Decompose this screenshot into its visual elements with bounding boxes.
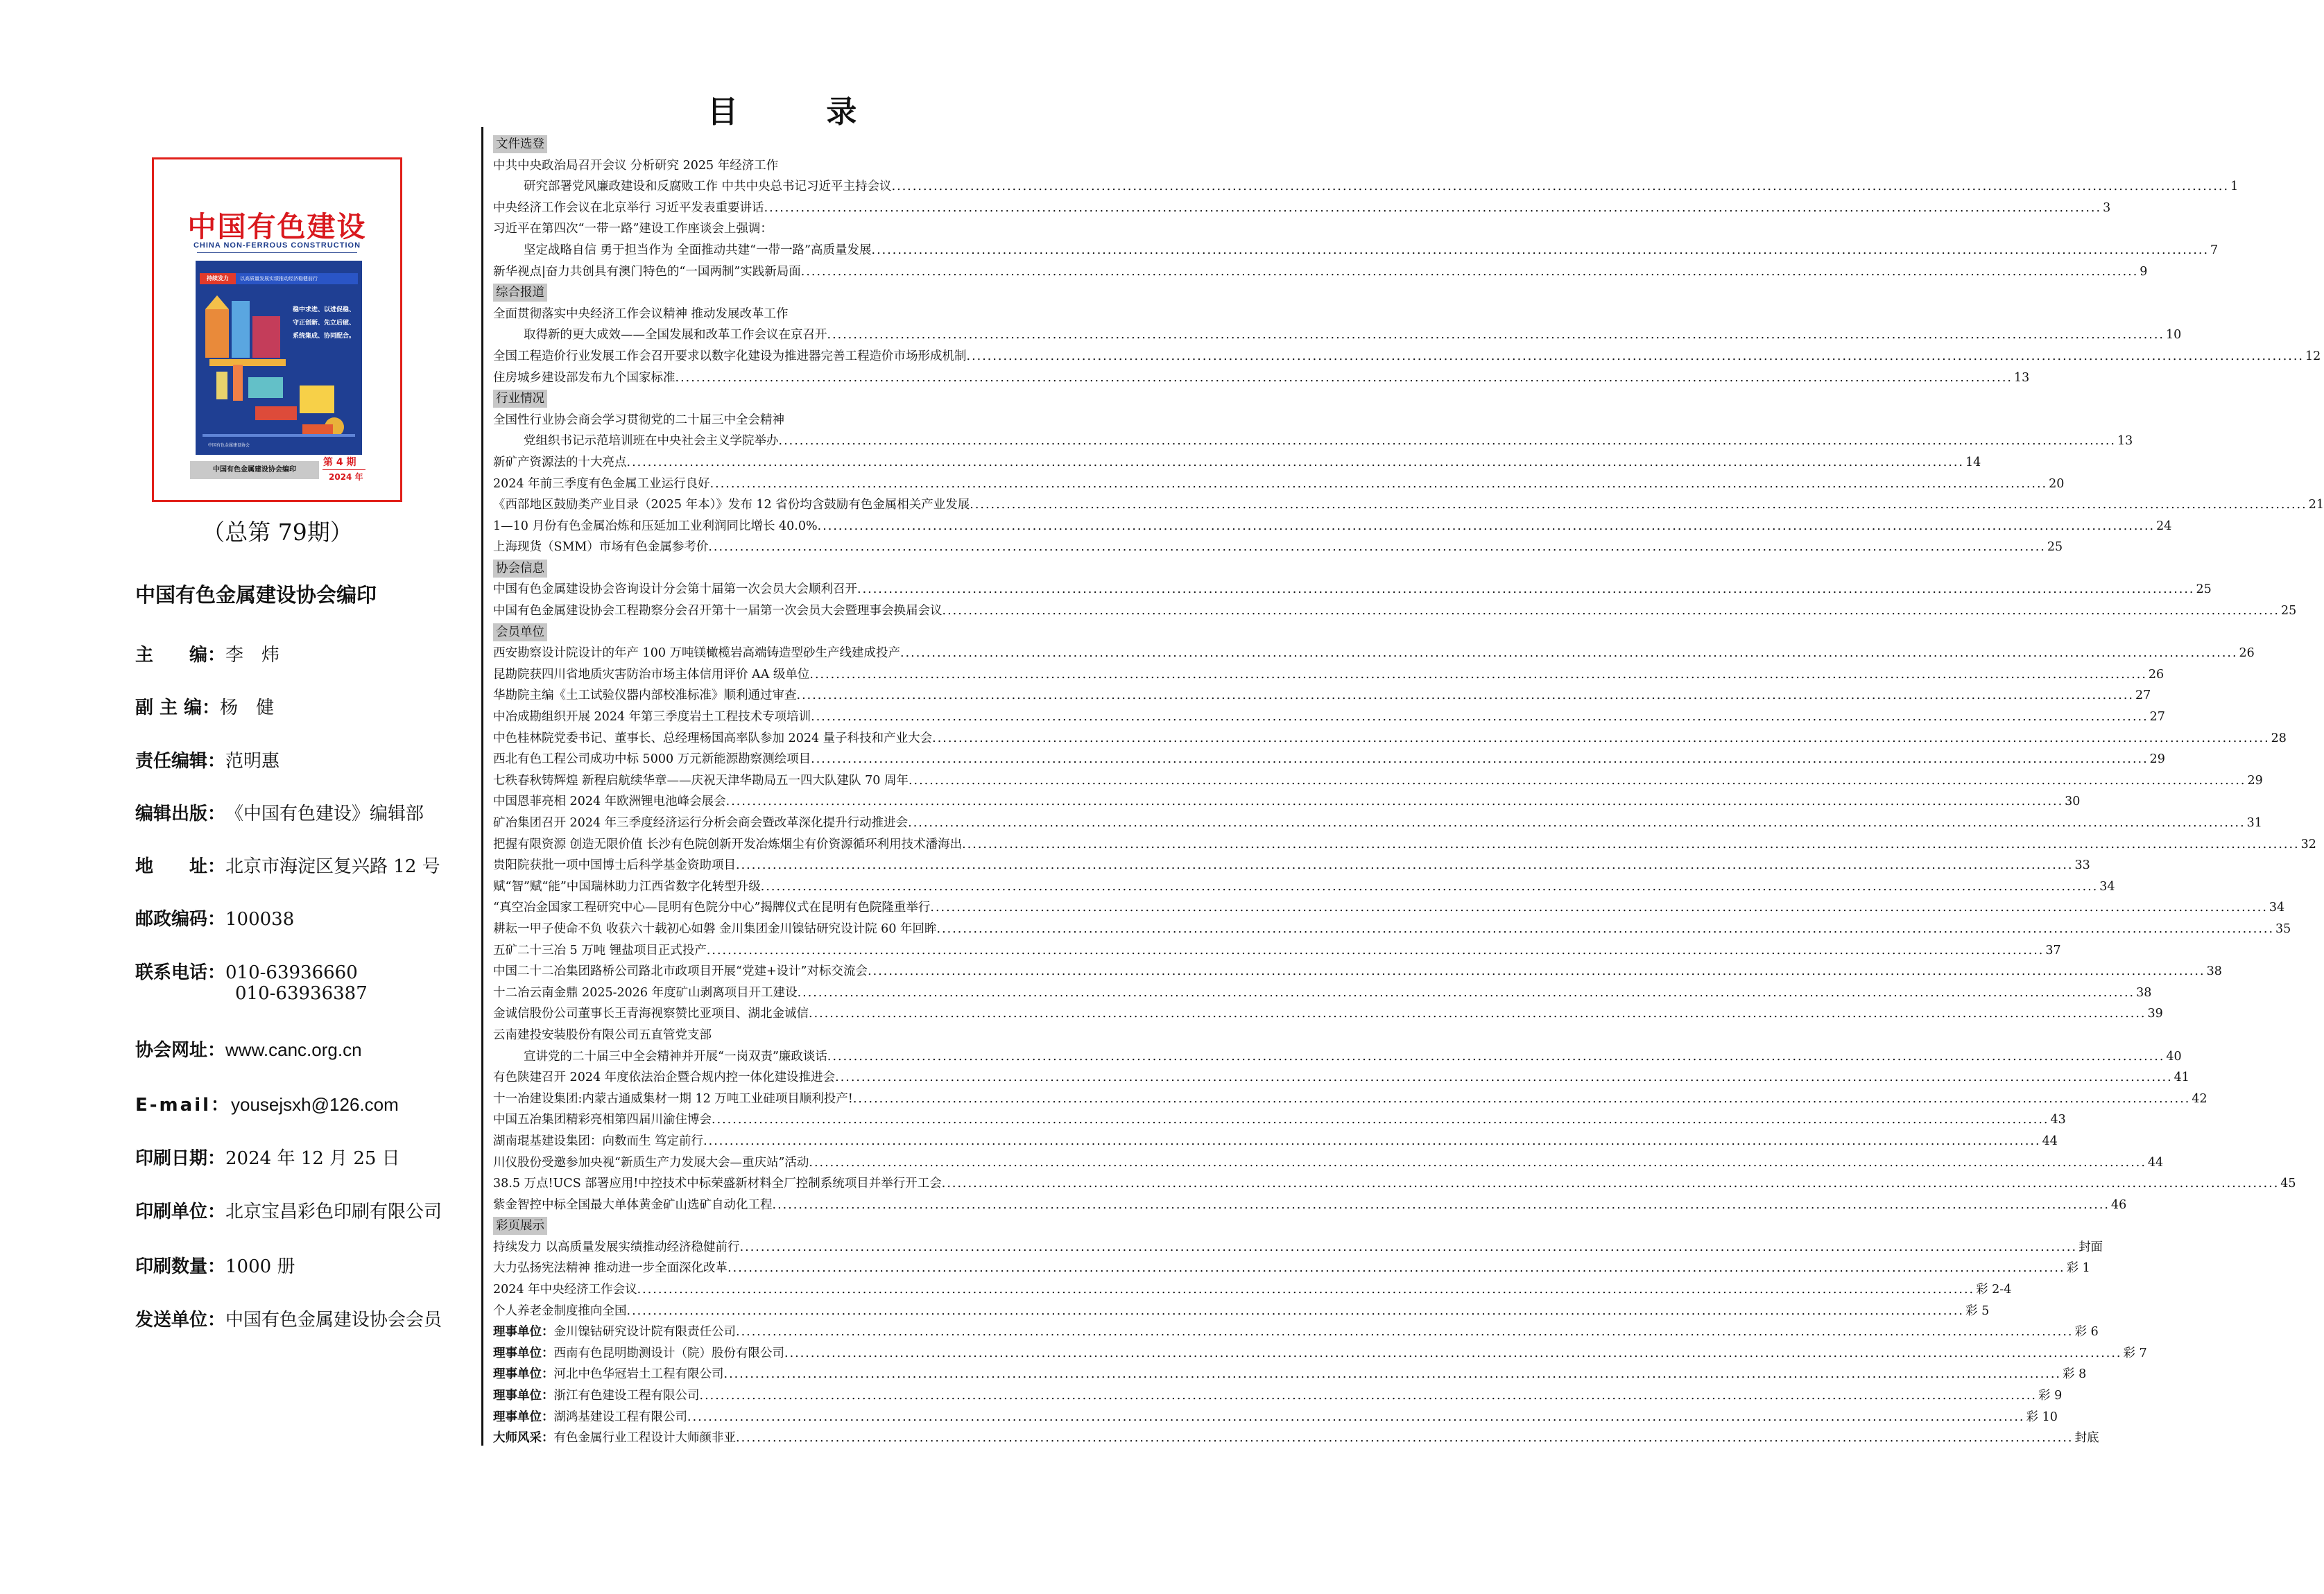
toc-page-number: 彩 2-4 xyxy=(1976,1283,2012,1297)
toc-entry xyxy=(493,1109,2066,1131)
toc-entry xyxy=(493,1067,2189,1089)
toc-section-header xyxy=(493,134,1058,155)
toc-entry-title: 宣讲党的二十届三中全会精神并开展“一岗双责”廉政谈话 xyxy=(524,1049,827,1064)
toc-entry xyxy=(493,1407,2058,1428)
toc-entry xyxy=(493,685,2151,707)
toc-entry xyxy=(493,218,1058,240)
dot-leader xyxy=(627,452,1965,474)
dot-leader xyxy=(728,1258,2065,1279)
cover-subtitle: CHINA NON-FERROUS CONSTRUCTION xyxy=(193,241,361,250)
dot-leader xyxy=(809,1152,2146,1174)
toc-entry xyxy=(493,1343,2147,1365)
info-print-run: 印刷数量：1000 册 xyxy=(135,1256,295,1277)
info-postcode: 邮政编码：100038 xyxy=(135,909,295,930)
dot-leader xyxy=(784,1343,2122,1365)
info-phone-2: 010-63936387 xyxy=(235,983,368,1004)
toc-page-number: 30 xyxy=(2065,795,2081,809)
toc-entry xyxy=(493,1173,2296,1195)
toc-entry xyxy=(493,707,2165,728)
cover-art-footer: 中国有色金属建设协会 xyxy=(208,443,250,448)
info-chief-editor: 主 编：李 炜 xyxy=(135,645,280,666)
toc-page-number: 彩 6 xyxy=(2074,1325,2099,1340)
toc-entry xyxy=(493,1195,2127,1216)
toc-entry-title: 赋“智”赋“能”中国瑞林助力江西省数字化转型升级 xyxy=(493,879,761,894)
toc-entry-title: 紫金智控中标全国最大单体黄金矿山选矿自动化工程 xyxy=(493,1197,773,1212)
toc-entry xyxy=(493,600,2297,622)
toc-entry-title: 个人养老金制度推向全国 xyxy=(493,1303,627,1318)
toc-entry-title: 持续发力 以高质量发展实绩推动经济稳健前行 xyxy=(493,1240,740,1254)
dot-leader xyxy=(868,961,2205,982)
toc-page-number: 9 xyxy=(2140,264,2148,279)
publisher-heading: 中国有色金属建设协会编印 xyxy=(135,583,377,607)
dot-leader xyxy=(700,1385,2038,1407)
toc-entry-title: 华勘院主编《土工试验仪器内部校准标准》顺利通过审查 xyxy=(493,688,797,703)
toc-entry xyxy=(493,516,2172,537)
dot-leader xyxy=(736,855,2074,876)
toc-entry-title: 中国五冶集团精彩亮相第四届川渝住博会 xyxy=(493,1113,712,1127)
toc-page-number: 彩 7 xyxy=(2123,1346,2147,1360)
toc-entry xyxy=(493,940,2061,962)
toc-page-number: 29 xyxy=(2247,773,2263,788)
toc-page-number: 33 xyxy=(2074,858,2090,873)
dot-leader xyxy=(930,897,2268,919)
dot-leader xyxy=(801,261,2139,283)
dot-leader xyxy=(809,1003,2146,1025)
toc-page-number: 25 xyxy=(2196,582,2212,597)
dot-leader xyxy=(835,1067,2173,1089)
dot-leader xyxy=(853,1089,2191,1110)
toc-page-number: 39 xyxy=(2147,1007,2163,1021)
dot-leader xyxy=(712,1109,2049,1131)
toc-entry-title: 河北中色华冠岩土工程有限公司 xyxy=(553,1367,724,1382)
dot-leader xyxy=(900,643,2238,664)
toc-page-number: 45 xyxy=(2280,1177,2296,1191)
toc-entry xyxy=(493,474,2065,495)
toc-page-number: 封面 xyxy=(2078,1240,2103,1254)
info-phone: 联系电话：010-63936660 xyxy=(135,962,358,983)
dot-leader xyxy=(970,494,2307,516)
toc-entry-label: 大师风采： xyxy=(493,1431,554,1446)
toc-entry-title: 湖南琨基建设集团：向数而生 笃定前行 xyxy=(493,1134,704,1148)
toc-entry-title: 大力弘扬宪法精神 推动进一步全面深化改革 xyxy=(493,1261,728,1276)
toc-entry-title: 川仪股份受邀参加央视“新质生产力发展大会—重庆站”活动 xyxy=(493,1155,809,1170)
toc-page-number: 46 xyxy=(2111,1197,2127,1212)
toc-entry-title: 中国有色金属建设协会工程勘察分会召开第十一届第一次会员大会暨理事会换届会议 xyxy=(493,604,942,618)
toc-entry xyxy=(493,1152,2164,1174)
dot-leader xyxy=(942,1173,2280,1195)
section-label: 文件选登 xyxy=(493,135,547,153)
dot-leader xyxy=(687,1407,2025,1428)
table-of-contents xyxy=(493,134,2324,1449)
dot-leader xyxy=(710,474,2048,495)
info-responsible-editor: 责任编辑：范明惠 xyxy=(135,751,280,772)
dot-leader xyxy=(811,749,2149,770)
toc-page-number: 20 xyxy=(2049,476,2065,491)
dot-leader xyxy=(908,813,2246,834)
toc-entry-title: 有色陕建召开 2024 年度依法治企暨合规内控一体化建设推进会 xyxy=(493,1071,836,1085)
toc-entry xyxy=(493,1385,2063,1407)
dot-leader xyxy=(809,664,2147,686)
toc-entry-title: 1—10 月份有色金属冶炼和压延加工业利润同比增长 40.0% xyxy=(493,519,818,533)
toc-entry-title: 全面贯彻落实中央经济工作会议精神 推动发展改革工作 xyxy=(493,306,789,321)
toc-page-number: 35 xyxy=(2275,921,2291,936)
toc-section-header xyxy=(493,622,1058,643)
toc-entry-title: 西安勘察设计院设计的年产 100 万吨镁橄榄岩高端铸造型砂生产线建成投产 xyxy=(493,646,901,661)
dot-leader xyxy=(937,919,2275,940)
toc-entry xyxy=(493,537,2063,558)
toc-entry xyxy=(493,261,2148,283)
dot-leader xyxy=(724,1364,2062,1385)
toc-page-number: 14 xyxy=(1965,455,1981,469)
toc-entry-title: 七秩春秋铸辉煌 新程启航续华章——庆祝天津华勘局五一四大队建队 70 周年 xyxy=(493,773,909,788)
toc-entry-title: 中央经济工作会议在北京举行 习近平发表重要讲话 xyxy=(493,200,764,215)
toc-entry xyxy=(493,1237,2103,1258)
toc-entry-title: 38.5 万点!UCS 部署应用!中控技术中标荣盛新材料全厂控制系统项目并举行开工会 xyxy=(493,1177,942,1191)
cover-year: 2024 年 xyxy=(329,472,363,482)
toc-entry-title: 十二冶云南金鼎 2025-2026 年度矿山剥离项目开工建设 xyxy=(493,985,798,1000)
toc-page-number: 28 xyxy=(2271,731,2287,745)
toc-section-header xyxy=(493,388,1058,410)
toc-page-number: 31 xyxy=(2246,816,2262,830)
toc-entry-title: 浙江有色建设工程有限公司 xyxy=(553,1389,700,1403)
toc-entry xyxy=(493,1046,2182,1068)
toc-entry xyxy=(493,1131,2058,1152)
toc-entry-title: 中国恩菲亮相 2024 年欧洲锂电池峰会展会 xyxy=(493,795,726,809)
toc-entry-title: 耕耘一甲子使命不负 收获六十载初心如磐 金川集团金川镍钴研究设计院 60 年回眸 xyxy=(493,921,937,936)
toc-entry xyxy=(493,664,2164,686)
section-label: 行业情况 xyxy=(493,390,547,408)
cover-banner-tag: 持续发力 xyxy=(200,273,236,284)
toc-entry xyxy=(493,367,2030,389)
toc-page-number: 38 xyxy=(2136,985,2152,1000)
toc-page-number: 彩 1 xyxy=(2066,1261,2090,1276)
toc-entry-title: 金川镍钴研究设计院有限责任公司 xyxy=(553,1325,736,1340)
toc-entry-title: 全国性行业协会商会学习贯彻党的二十届三中全会精神 xyxy=(493,413,784,427)
toc-page-number: 40 xyxy=(2166,1049,2182,1064)
toc-entry-title: 上海现货（SMM）市场有色金属参考价 xyxy=(493,540,709,555)
cover-image xyxy=(152,157,402,502)
section-label: 协会信息 xyxy=(493,560,547,578)
dot-leader xyxy=(779,431,2117,452)
toc-entry xyxy=(493,346,2321,367)
toc-page-number: 44 xyxy=(2147,1155,2164,1170)
toc-entry xyxy=(493,1089,2207,1110)
dot-leader xyxy=(857,579,2195,600)
dot-leader xyxy=(827,324,2165,346)
toc-entry-title: 有色金属行业工程设计大师颜非亚 xyxy=(553,1431,736,1446)
toc-entry-title: 把握有限资源 创造无限价值 长沙有色院创新开发冶炼烟尘有价资源循环利用技术潘海出 xyxy=(493,837,963,851)
toc-page-number: 13 xyxy=(2014,370,2030,385)
toc-entry xyxy=(493,643,2255,664)
toc-entry-label: 理事单位： xyxy=(493,1346,554,1360)
dot-leader xyxy=(627,1301,1965,1322)
section-label: 会员单位 xyxy=(493,623,547,641)
toc-entry xyxy=(493,982,2152,1004)
dot-leader xyxy=(707,940,2045,962)
toc-entry xyxy=(493,961,2222,982)
toc-entry xyxy=(493,834,2316,856)
dot-leader xyxy=(909,770,2246,792)
info-printer: 印刷单位：北京宝昌彩色印刷有限公司 xyxy=(135,1202,442,1222)
dot-leader xyxy=(967,346,2305,367)
toc-entry-title: 中共中央政治局召开会议 分析研究 2025 年经济工作 xyxy=(493,158,779,173)
toc-title: 目 录 xyxy=(707,94,896,130)
toc-entry-title: 贵阳院获批一项中国博士后科学基金资助项目 xyxy=(493,858,736,873)
toc-page-number: 34 xyxy=(2099,879,2115,894)
toc-entry xyxy=(493,1003,2163,1025)
toc-entry-title: 云南建投安装股份有限公司五直管党支部 xyxy=(493,1028,712,1042)
toc-entry-title: 《西部地区鼓励类产业目录（2025 年本）》发布 12 省份均含鼓励有色金属相关产业发展 xyxy=(493,498,970,512)
toc-page-number: 29 xyxy=(2149,752,2165,767)
toc-entry-title: 中冶成勘组织开展 2024 年第三季度岩土工程技术专项培训 xyxy=(493,710,811,725)
toc-entry-label: 理事单位： xyxy=(493,1325,554,1340)
dot-leader xyxy=(872,240,2210,261)
toc-entry xyxy=(493,897,2285,919)
column-divider xyxy=(481,127,483,1446)
dot-leader xyxy=(675,367,2013,389)
total-issue-number: （总第 79期） xyxy=(202,519,353,546)
toc-entry xyxy=(493,1279,2012,1301)
toc-entry-title: 金诚信股份公司董事长王青海视察赞比亚项目、湖北金诚信 xyxy=(493,1007,809,1021)
toc-entry-title: 住房城乡建设部发布九个国家标准 xyxy=(493,370,675,385)
toc-entry xyxy=(493,1322,2099,1343)
toc-entry xyxy=(493,324,2182,346)
dot-leader xyxy=(811,707,2149,728)
toc-page-number: 13 xyxy=(2117,434,2133,449)
toc-entry-title: 矿冶集团召开 2024 年三季度经济运行分析会商会暨改革深化提升行动推进会 xyxy=(493,816,909,830)
toc-entry-title: 西南有色昆明勘测设计（院）股份有限公司 xyxy=(553,1346,784,1360)
dot-leader xyxy=(761,876,2099,898)
toc-entry-label: 理事单位： xyxy=(493,1389,554,1403)
toc-page-number: 封底 xyxy=(2074,1431,2099,1446)
dot-leader xyxy=(703,1131,2041,1152)
toc-entry-title: 新华视点|奋力共创具有澳门特色的“一国两制”实践新局面 xyxy=(493,264,801,279)
dot-leader xyxy=(818,516,2155,537)
dot-leader xyxy=(827,1046,2165,1068)
toc-entry xyxy=(493,1364,2087,1385)
dot-leader xyxy=(892,176,2230,198)
toc-entry xyxy=(493,240,2219,261)
toc-page-number: 24 xyxy=(2156,519,2172,533)
toc-entry xyxy=(493,728,2287,750)
toc-entry-title: 2024 年中央经济工作会议 xyxy=(493,1283,637,1297)
cover-title: 中国有色建设 xyxy=(187,210,367,243)
toc-page-number: 3 xyxy=(2103,200,2111,215)
cover-banner-text: 以高质量发展实绩推动经济稳健前行 xyxy=(240,276,318,281)
toc-entry-title: 研究部署党风廉政建设和反腐败工作 中共中央总书记习近平主持会议 xyxy=(524,180,892,194)
toc-page-number: 1 xyxy=(2230,180,2239,194)
toc-page-number: 21 xyxy=(2308,498,2324,512)
toc-page-number: 彩 9 xyxy=(2038,1389,2063,1403)
toc-page-number: 27 xyxy=(2149,710,2165,725)
dot-leader xyxy=(708,537,2046,558)
toc-section-header xyxy=(493,1215,1058,1237)
dot-leader xyxy=(942,600,2280,622)
toc-entry-title: 中国二十二冶集团路桥公司路北市政项目开展“党建+设计”对标交流会 xyxy=(493,964,868,979)
info-editor-publisher: 编辑出版：《中国有色建设》编辑部 xyxy=(135,804,424,824)
toc-entry xyxy=(493,813,2262,834)
toc-entry-title: 取得新的更大成效——全国发展和改革工作会议在京召开 xyxy=(524,328,827,343)
dot-leader xyxy=(736,1322,2074,1343)
toc-page-number: 27 xyxy=(2135,688,2151,703)
dot-leader xyxy=(797,685,2135,707)
toc-entry xyxy=(493,452,1981,474)
toc-page-number: 44 xyxy=(2042,1134,2058,1148)
toc-entry-title: 中色桂林院党委书记、董事长、总经理杨国高率队参加 2024 量子科技和产业大会 xyxy=(493,731,933,745)
toc-entry xyxy=(493,1428,2099,1449)
toc-entry xyxy=(493,749,2165,770)
toc-entry xyxy=(493,410,1058,431)
toc-entry-title: 全国工程造价行业发展工作会召开要求以数字化建设为推进器完善工程造价市场形成机制 xyxy=(493,349,967,363)
toc-page-number: 43 xyxy=(2050,1113,2066,1127)
toc-entry xyxy=(493,431,2133,452)
dot-leader xyxy=(764,198,2102,219)
toc-entry-title: 湖鸿基建设工程有限公司 xyxy=(553,1410,687,1424)
toc-entry xyxy=(493,155,1058,177)
toc-entry xyxy=(493,1301,1990,1322)
info-distribution: 发送单位：中国有色金属建设协会会员 xyxy=(135,1310,442,1331)
toc-entry xyxy=(493,176,2239,198)
cover-issue-rule xyxy=(322,469,365,470)
toc-entry-title: 五矿二十三冶 5 万吨 锂盐项目正式投产 xyxy=(493,943,707,958)
toc-entry xyxy=(493,579,2212,600)
toc-section-header xyxy=(493,558,1058,580)
dot-leader xyxy=(773,1195,2110,1216)
toc-entry-title: 西北有色工程公司成功中标 5000 万元新能源勘察测绘项目 xyxy=(493,752,811,767)
dot-leader xyxy=(637,1279,1975,1301)
toc-entry-title: 中国有色金属建设协会咨询设计分会第十届第一次会员大会顺利召开 xyxy=(493,582,857,597)
dot-leader xyxy=(962,834,2300,856)
toc-entry xyxy=(493,1025,1058,1046)
section-label: 彩页展示 xyxy=(493,1217,547,1235)
info-deputy-editor: 副 主 编：杨 健 xyxy=(135,698,275,718)
toc-entry-title: 昆勘院获四川省地质灾害防治市场主体信用评价 AA 级单位 xyxy=(493,667,810,682)
toc-entry xyxy=(493,494,2324,516)
toc-entry xyxy=(493,855,2090,876)
dot-leader xyxy=(740,1237,2078,1258)
toc-entry xyxy=(493,770,2263,792)
toc-entry xyxy=(493,791,2081,813)
toc-page-number: 彩 5 xyxy=(1965,1303,1990,1318)
section-label: 综合报道 xyxy=(493,284,547,302)
toc-page-number: 7 xyxy=(2210,243,2219,257)
cover-issue: 第 4 期 xyxy=(323,457,356,468)
dot-leader xyxy=(736,1428,2074,1449)
toc-entry-title: “真空冶金国家工程研究中心—昆明有色院分中心”揭牌仪式在昆明有色院隆重举行 xyxy=(493,901,931,915)
toc-entry-label: 理事单位： xyxy=(493,1410,554,1424)
industrial-illustration xyxy=(196,261,362,455)
toc-page-number: 32 xyxy=(2300,837,2316,851)
cover-slogan: 稳中求进、以进促稳、守正创新、先立后破、系统集成、协同配合。 xyxy=(293,306,356,340)
toc-page-number: 41 xyxy=(2174,1071,2189,1085)
toc-page-number: 26 xyxy=(2148,667,2164,682)
dot-leader xyxy=(726,791,2064,813)
toc-section-header xyxy=(493,282,1058,304)
toc-entry-title: 新矿产资源法的十大亮点 xyxy=(493,455,627,469)
toc-page-number: 12 xyxy=(2305,349,2321,363)
toc-page-number: 37 xyxy=(2045,943,2061,958)
cover-artwork xyxy=(196,261,362,455)
toc-page-number: 彩 8 xyxy=(2063,1367,2087,1382)
toc-entry xyxy=(493,198,2111,219)
dot-leader xyxy=(932,728,2270,750)
toc-page-number: 42 xyxy=(2192,1091,2207,1106)
toc-entry xyxy=(493,1258,2090,1279)
dot-leader xyxy=(798,982,2135,1004)
toc-page-number: 26 xyxy=(2239,646,2255,661)
toc-entry-title: 习近平在第四次“一带一路”建设工作座谈会上强调： xyxy=(493,222,773,236)
info-website: 协会网址：www.canc.org.cn xyxy=(135,1039,362,1061)
toc-entry xyxy=(493,876,2115,898)
cover-rule xyxy=(197,252,357,253)
toc-page-number: 34 xyxy=(2269,901,2285,915)
toc-entry xyxy=(493,919,2291,940)
toc-entry-title: 党组织书记示范培训班在中央社会主义学院举办 xyxy=(524,434,779,449)
info-print-date: 印刷日期：2024 年 12 月 25 日 xyxy=(135,1148,400,1169)
toc-entry-title: 坚定战略自信 勇于担当作为 全面推动共建“一带一路”高质量发展 xyxy=(524,243,872,257)
info-email: E-mail：yousejsxh@126.com xyxy=(135,1094,399,1116)
toc-entry-label: 理事单位： xyxy=(493,1367,554,1382)
toc-entry-title: 十一冶建设集团:内蒙古通威集材一期 12 万吨工业硅项目顺利投产! xyxy=(493,1091,853,1106)
toc-page-number: 彩 10 xyxy=(2026,1410,2058,1424)
info-address: 地 址：北京市海淀区复兴路 12 号 xyxy=(135,856,440,877)
toc-entry-title: 2024 年前三季度有色金属工业运行良好 xyxy=(493,476,710,491)
toc-entry xyxy=(493,304,1058,325)
toc-page-number: 25 xyxy=(2047,540,2063,555)
toc-page-number: 38 xyxy=(2206,964,2222,979)
cover-publisher-bar: 中国有色金属建设协会编印 xyxy=(190,461,319,479)
toc-page-number: 10 xyxy=(2166,328,2182,343)
toc-page-number: 25 xyxy=(2281,604,2297,618)
